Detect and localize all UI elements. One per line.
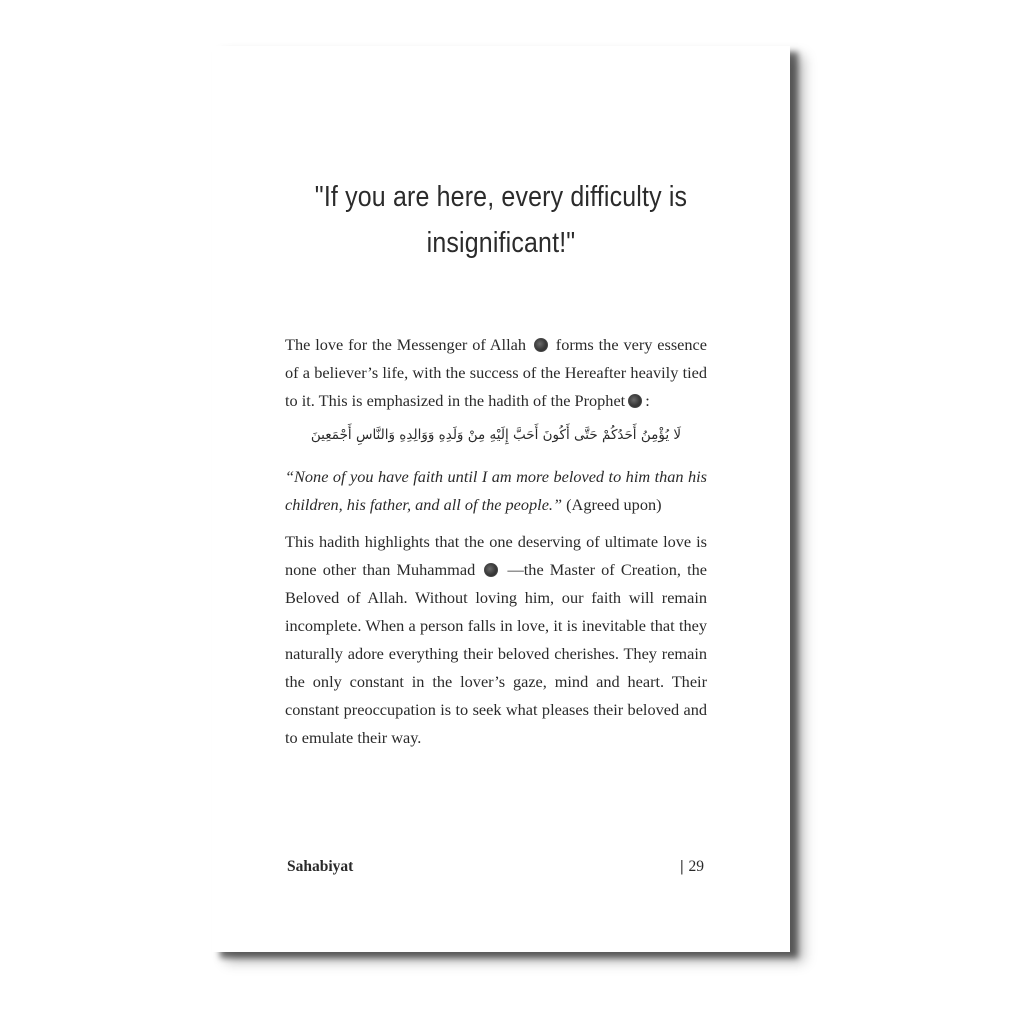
arabic-hadith: لَا يُؤْمِنُ أَحَدُكُمْ حَتَّى أَكُونَ أَحَبَّ إِلَيْهِ مِنْ وَلَدِهِ وَوَالِدِهِ وَالنَّاسِ أَجْمَعِينَ (310, 427, 682, 443)
hadith-attribution: (Agreed upon) (566, 495, 662, 514)
chapter-title: "If you are here, every difficulty is insignificant!" (314, 181, 688, 259)
page-body (285, 331, 707, 752)
footer-book-title: Sahabiyat (287, 858, 354, 875)
footer-separator: | (680, 858, 684, 875)
pbuh-seal-icon (534, 338, 548, 352)
paragraph-3 (285, 528, 707, 752)
pbuh-seal-icon (628, 394, 642, 408)
paragraph-1-text-b: forms the very essence of a believer’s life, with the success of the Hereafter heavily tied to it. This is emphasized in the hadith of the Prophet (285, 335, 707, 410)
footer-page-number-group (680, 858, 704, 876)
paragraph-3-text-b: —the Master of Creation, the Beloved of Allah. Without loving him, our faith will remain incomplete. When a person falls in love, it is inevitable that they naturally adore everything their beloved cherishes. They remain the only constant in the lover’s gaze, mind and heart. Their constant preoccupation is to seek what pleases their beloved and to emulate their way. (285, 560, 707, 747)
book-page (212, 46, 790, 952)
hadith-translation (285, 463, 707, 519)
footer-page-number: 29 (688, 858, 704, 875)
paragraph-1-text-c: : (645, 391, 650, 410)
hadith-quote: “None of you have faith until I am more beloved to him than his children, his father, and all of the people.” (285, 467, 707, 514)
paragraph-1 (285, 331, 707, 415)
paragraph-1-text-a: The love for the Messenger of Allah (285, 335, 526, 354)
paragraph-3-text-a: This hadith highlights that the one deserving of ultimate love is none other than Muhammad (285, 532, 707, 579)
pbuh-seal-icon (484, 563, 498, 577)
